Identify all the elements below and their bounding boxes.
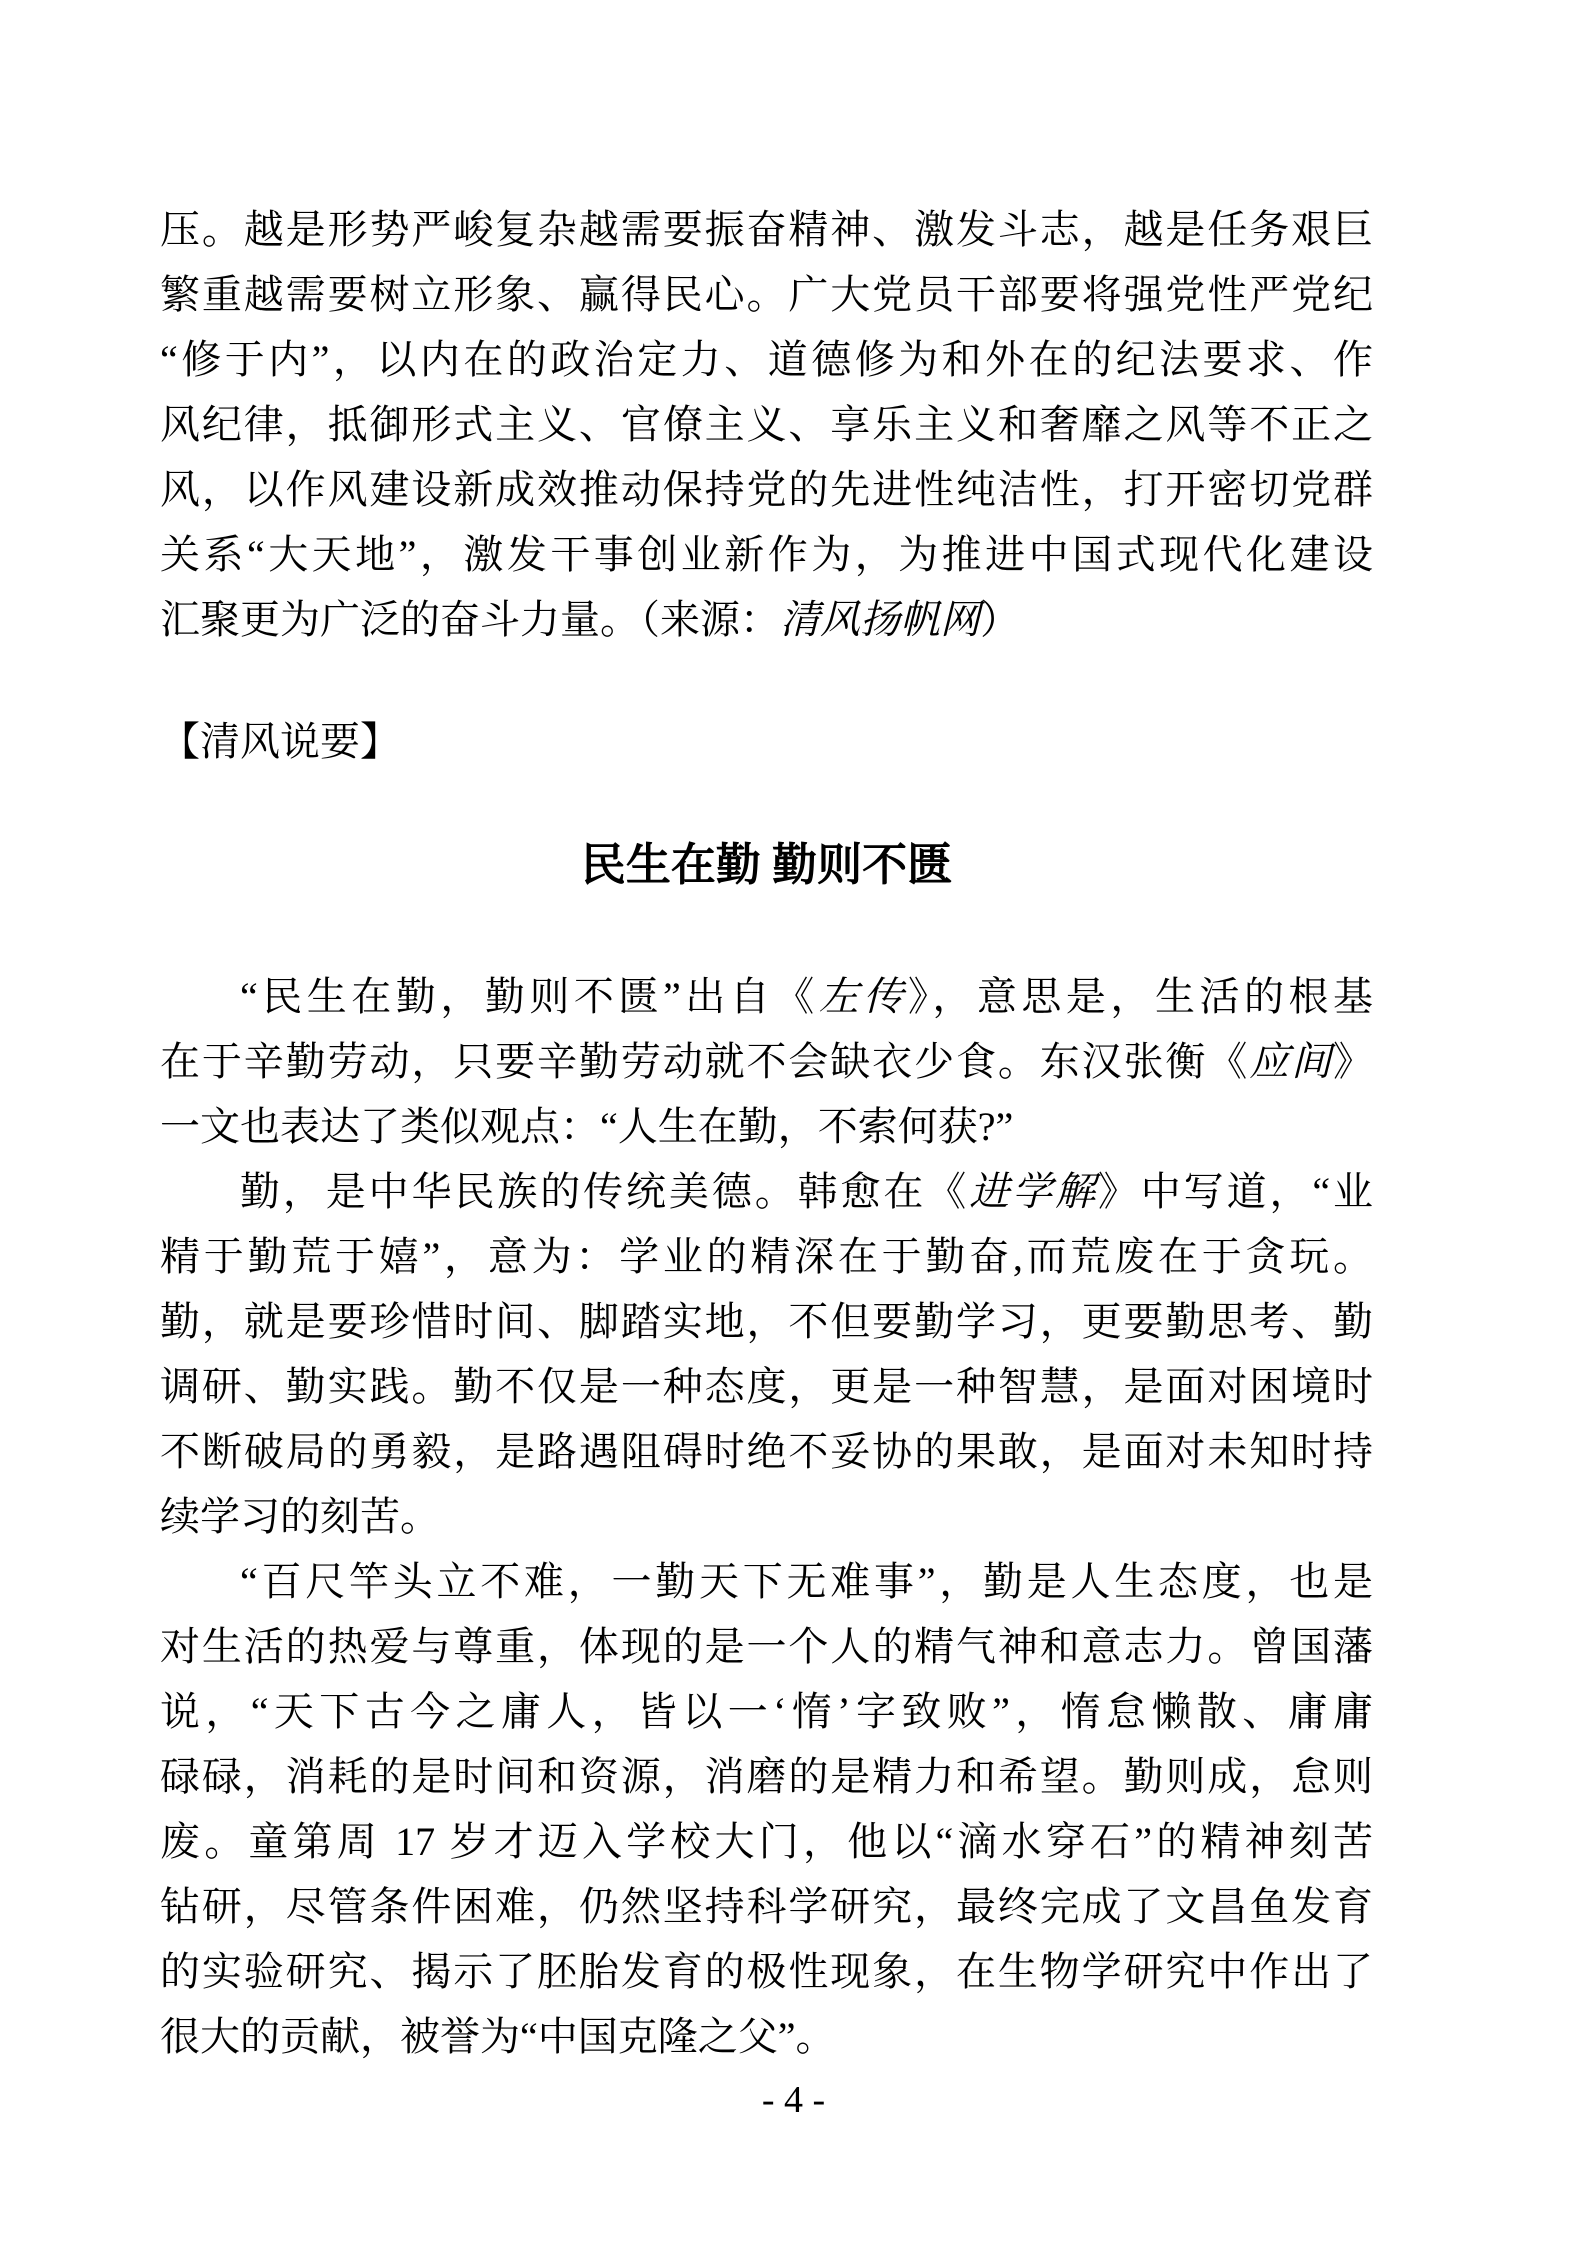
body-text: 》中写道，“业 <box>1097 1169 1374 1214</box>
text-line <box>160 1159 1373 1224</box>
body-text: 一文也表达了类似观点：“人生在勤，不索何获?” <box>160 1104 1014 1149</box>
text-line <box>160 327 1373 392</box>
body-text: 很大的贡献，被誉为“中国克隆之父”。 <box>160 2014 836 2059</box>
text-line <box>160 1549 1373 1614</box>
body-text: 碌碌，消耗的是时间和资源，消磨的是精力和希望。勤则成，怠则 <box>160 1754 1373 1799</box>
body-text: 勤，就是要珍惜时间、脚踏实地，不但要勤学习，更要勤思考、勤 <box>160 1299 1373 1344</box>
body-text: 繁重越需要树立形象、赢得民心。广大党员干部要将强党性严党纪 <box>160 272 1373 317</box>
body-text: 》，意思是，生活的根基 <box>907 974 1374 1019</box>
body-text: “修于内”，以内在的政治定力、道德修为和外在的纪法要求、作 <box>160 337 1373 382</box>
body-text: 》 <box>1333 1039 1374 1084</box>
page-body <box>160 197 1373 2069</box>
body-text: 精于勤荒于嬉”，意为：学业的精深在于勤奋,而荒废在于贪玩。 <box>160 1234 1373 1279</box>
body-text: 勤，是中华民族的传统美德。韩愈在《 <box>240 1169 970 1214</box>
paragraph <box>160 1159 1373 1549</box>
text-line <box>160 1809 1373 1874</box>
text-line <box>160 522 1373 587</box>
body-text: 钻研，尽管条件困难，仍然坚持科学研究，最终完成了文昌鱼发育 <box>160 1884 1373 1929</box>
text-line <box>160 1484 1373 1549</box>
body-text: 关系“大天地”，激发干事创业新作为，为推进中国式现代化建设 <box>160 532 1373 577</box>
text-line <box>160 1614 1373 1679</box>
text-line <box>160 964 1373 1029</box>
body-text: “民生在勤，勤则不匮”出自《 <box>240 974 819 1019</box>
text-line <box>160 1419 1373 1484</box>
body-text: 风，以作风建设新成效推动保持党的先进性纯洁性，打开密切党群 <box>160 467 1373 512</box>
body-text: 的实验研究、揭示了胚胎发育的极性现象，在生物学研究中作出了 <box>160 1949 1373 1994</box>
body-text: 汇聚更为广泛的奋斗力量。（来源： <box>160 597 780 642</box>
text-line <box>160 392 1373 457</box>
cited-title-text: 清风扬帆网 <box>780 597 980 642</box>
cited-title-text: 应间 <box>1249 1039 1334 1084</box>
text-line <box>160 1289 1373 1354</box>
cited-title-text: 左传 <box>818 974 908 1019</box>
text-line <box>160 1874 1373 1939</box>
body-text: 在于辛勤劳动，只要辛勤劳动就不会缺衣少食。东汉张衡《 <box>160 1039 1250 1084</box>
body-text: 对生活的热爱与尊重，体现的是一个人的精气神和意志力。曾国藩 <box>160 1624 1373 1669</box>
text-line <box>160 1354 1373 1419</box>
body-text: 风纪律，抵御形式主义、官僚主义、享乐主义和奢靡之风等不正之 <box>160 402 1373 447</box>
text-line <box>160 262 1373 327</box>
text-line <box>160 457 1373 522</box>
article-title: 民生在勤 勤则不匮 <box>580 840 953 890</box>
body-text: 调研、勤实践。勤不仅是一种态度，更是一种智慧，是面对困境时 <box>160 1364 1373 1409</box>
body-text: 不断破局的勇毅，是路遇阻碍时绝不妥协的果敢，是面对未知时持 <box>160 1429 1373 1474</box>
body-text: 废。童第周 17 岁才迈入学校大门，他以“滴水穿石”的精神刻苦 <box>160 1819 1373 1864</box>
text-line <box>160 1744 1373 1809</box>
page-number: - 4 - <box>761 2079 826 2121</box>
paragraph-continued <box>160 197 1373 652</box>
text-line <box>160 197 1373 262</box>
text-line <box>160 1224 1373 1289</box>
text-line <box>160 2004 1373 2069</box>
body-text: 说，“天下古今之庸人，皆以一‘惰’字致败”，惰怠懒散、庸庸 <box>160 1689 1373 1734</box>
text-line <box>160 1029 1373 1094</box>
body-text: ） <box>980 597 1020 642</box>
paragraph <box>160 964 1373 1159</box>
text-line <box>160 1094 1373 1159</box>
text-line <box>160 1939 1373 2004</box>
text-line <box>160 1679 1373 1744</box>
body-text: “百尺竿头立不难，一勤天下无难事”，勤是人生态度，也是 <box>240 1559 1373 1604</box>
text-line <box>160 587 1373 652</box>
paragraph <box>160 1549 1373 2069</box>
cited-title-text: 进学解 <box>969 1169 1098 1214</box>
body-text: 续学习的刻苦。 <box>160 1494 440 1539</box>
section-label: 【清风说要】 <box>160 719 400 764</box>
body-text: 压。越是形势严峻复杂越需要振奋精神、激发斗志，越是任务艰巨 <box>160 207 1373 252</box>
